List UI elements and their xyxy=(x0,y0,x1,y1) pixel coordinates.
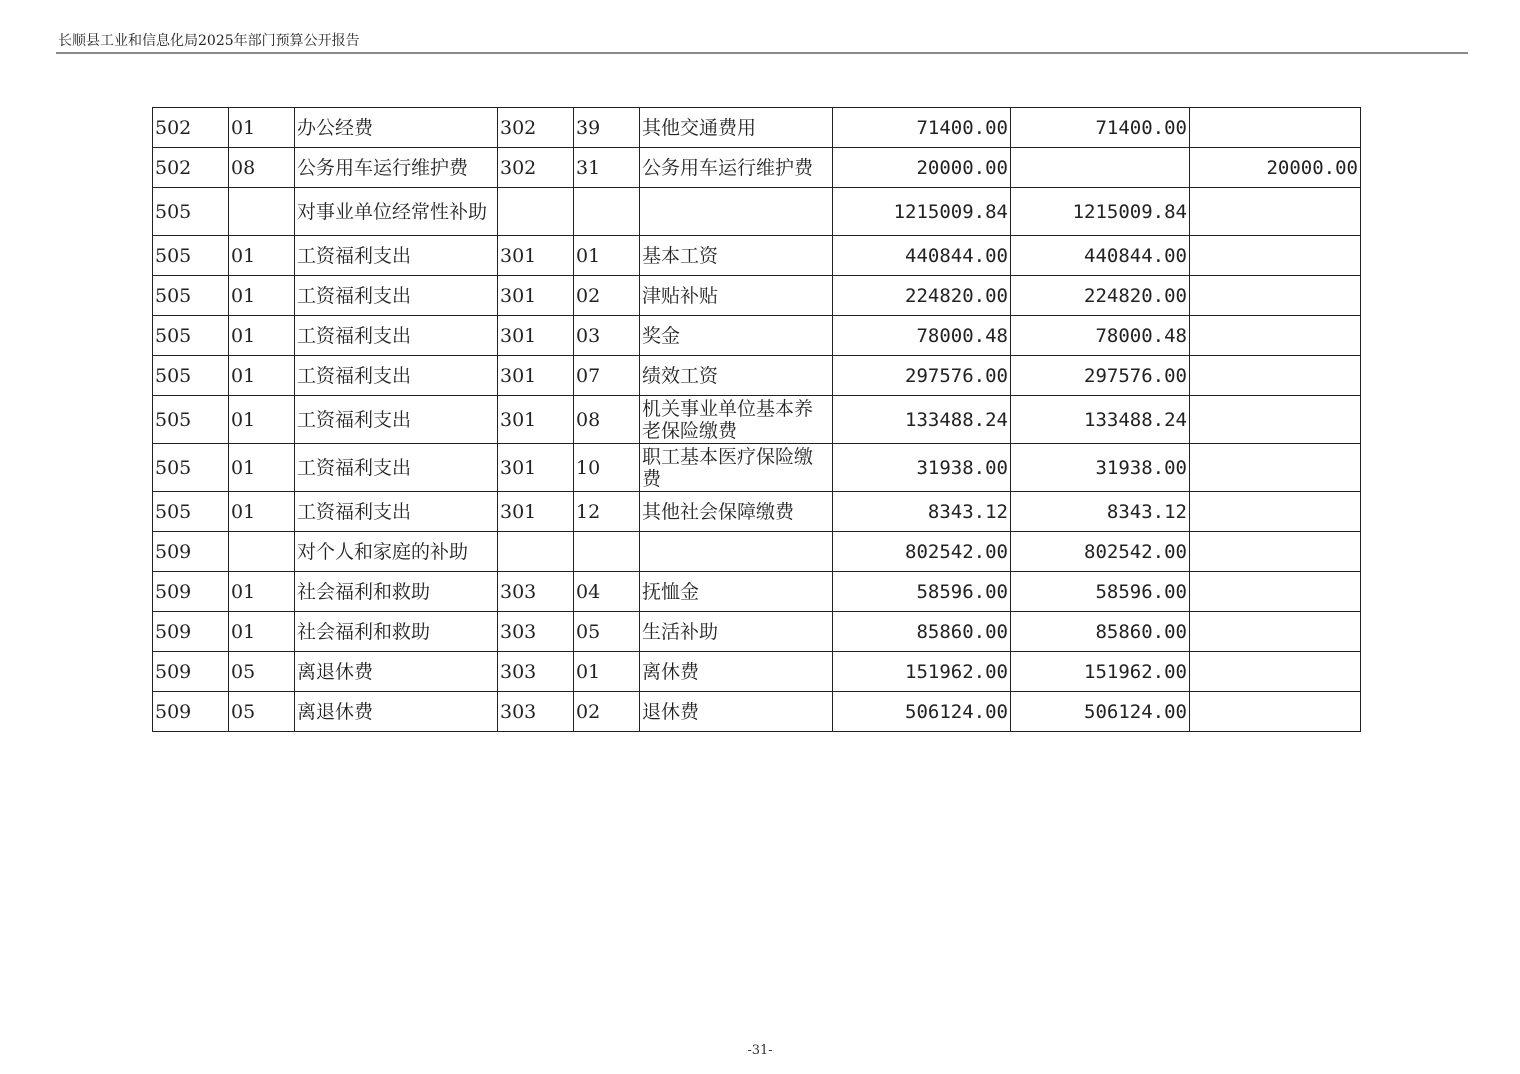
basic-expense-cell: 133488.24 xyxy=(1011,396,1190,444)
basic-expense-cell: 31938.00 xyxy=(1011,444,1190,492)
report-header-title: 长顺县工业和信息化局2025年部门预算公开报告 xyxy=(58,33,360,49)
basic-expense-cell: 506124.00 xyxy=(1011,692,1190,732)
econ-name-cell: 公务用车运行维护费 xyxy=(640,148,833,188)
total-amount-cell: 8343.12 xyxy=(833,492,1011,532)
basic-expense-cell: 8343.12 xyxy=(1011,492,1190,532)
econ-item-cell: 04 xyxy=(574,572,640,612)
function-item-cell: 01 xyxy=(229,612,295,652)
econ-class-cell: 301 xyxy=(498,316,574,356)
function-name-cell: 工资福利支出 xyxy=(295,356,498,396)
econ-class-cell: 301 xyxy=(498,276,574,316)
table-row xyxy=(153,236,1361,276)
econ-item-cell: 01 xyxy=(574,652,640,692)
budget-table-body xyxy=(153,108,1361,732)
function-item-cell: 08 xyxy=(229,148,295,188)
basic-expense-cell: 802542.00 xyxy=(1011,532,1190,572)
basic-expense-cell: 85860.00 xyxy=(1011,612,1190,652)
project-expense-cell xyxy=(1190,692,1361,732)
table-row xyxy=(153,108,1361,148)
econ-name-cell: 退休费 xyxy=(640,692,833,732)
econ-item-cell: 07 xyxy=(574,356,640,396)
total-amount-cell: 58596.00 xyxy=(833,572,1011,612)
function-name-cell: 社会福利和救助 xyxy=(295,572,498,612)
project-expense-cell xyxy=(1190,276,1361,316)
function-name-cell: 社会福利和救助 xyxy=(295,612,498,652)
total-amount-cell: 224820.00 xyxy=(833,276,1011,316)
total-amount-cell: 1215009.84 xyxy=(833,188,1011,236)
project-expense-cell xyxy=(1190,492,1361,532)
function-name-cell: 公务用车运行维护费 xyxy=(295,148,498,188)
function-class-cell: 505 xyxy=(153,396,229,444)
function-item-cell: 01 xyxy=(229,276,295,316)
page-number: -31- xyxy=(747,1043,773,1058)
total-amount-cell: 440844.00 xyxy=(833,236,1011,276)
function-item-cell xyxy=(229,188,295,236)
function-name-cell: 工资福利支出 xyxy=(295,444,498,492)
basic-expense-cell: 440844.00 xyxy=(1011,236,1190,276)
project-expense-cell xyxy=(1190,532,1361,572)
function-class-cell: 505 xyxy=(153,492,229,532)
function-class-cell: 505 xyxy=(153,356,229,396)
function-name-cell: 离退休费 xyxy=(295,692,498,732)
total-amount-cell: 20000.00 xyxy=(833,148,1011,188)
econ-item-cell: 02 xyxy=(574,692,640,732)
econ-class-cell: 303 xyxy=(498,572,574,612)
function-item-cell: 01 xyxy=(229,108,295,148)
function-item-cell: 01 xyxy=(229,396,295,444)
table-row xyxy=(153,444,1361,492)
function-name-cell: 工资福利支出 xyxy=(295,236,498,276)
table-row xyxy=(153,612,1361,652)
basic-expense-cell: 151962.00 xyxy=(1011,652,1190,692)
econ-class-cell: 301 xyxy=(498,356,574,396)
project-expense-cell xyxy=(1190,652,1361,692)
function-class-cell: 502 xyxy=(153,148,229,188)
function-name-cell: 离退休费 xyxy=(295,652,498,692)
total-amount-cell: 506124.00 xyxy=(833,692,1011,732)
econ-name-cell: 抚恤金 xyxy=(640,572,833,612)
table-row xyxy=(153,652,1361,692)
table-row xyxy=(153,276,1361,316)
total-amount-cell: 297576.00 xyxy=(833,356,1011,396)
econ-name-cell: 生活补助 xyxy=(640,612,833,652)
function-name-cell: 对个人和家庭的补助 xyxy=(295,532,498,572)
econ-item-cell: 02 xyxy=(574,276,640,316)
total-amount-cell: 71400.00 xyxy=(833,108,1011,148)
function-class-cell: 505 xyxy=(153,236,229,276)
function-class-cell: 509 xyxy=(153,652,229,692)
table-row xyxy=(153,316,1361,356)
project-expense-cell xyxy=(1190,612,1361,652)
function-item-cell: 01 xyxy=(229,316,295,356)
project-expense-cell xyxy=(1190,444,1361,492)
table-row xyxy=(153,188,1361,236)
econ-name-cell: 机关事业单位基本养老保险缴费 xyxy=(640,396,833,444)
function-item-cell: 01 xyxy=(229,236,295,276)
function-item-cell: 01 xyxy=(229,572,295,612)
function-class-cell: 502 xyxy=(153,108,229,148)
econ-name-cell: 离休费 xyxy=(640,652,833,692)
econ-name-cell: 其他交通费用 xyxy=(640,108,833,148)
econ-item-cell: 12 xyxy=(574,492,640,532)
total-amount-cell: 802542.00 xyxy=(833,532,1011,572)
basic-expense-cell: 297576.00 xyxy=(1011,356,1190,396)
basic-expense-cell: 224820.00 xyxy=(1011,276,1190,316)
econ-name-cell: 奖金 xyxy=(640,316,833,356)
function-item-cell xyxy=(229,532,295,572)
econ-item-cell: 08 xyxy=(574,396,640,444)
econ-item-cell xyxy=(574,188,640,236)
econ-item-cell: 39 xyxy=(574,108,640,148)
total-amount-cell: 78000.48 xyxy=(833,316,1011,356)
budget-table xyxy=(152,107,1361,732)
project-expense-cell xyxy=(1190,356,1361,396)
function-item-cell: 01 xyxy=(229,444,295,492)
econ-class-cell: 301 xyxy=(498,396,574,444)
table-row xyxy=(153,692,1361,732)
basic-expense-cell: 58596.00 xyxy=(1011,572,1190,612)
econ-name-cell xyxy=(640,532,833,572)
function-name-cell: 办公经费 xyxy=(295,108,498,148)
econ-item-cell: 01 xyxy=(574,236,640,276)
table-row xyxy=(153,356,1361,396)
econ-item-cell xyxy=(574,532,640,572)
project-expense-cell xyxy=(1190,316,1361,356)
function-item-cell: 01 xyxy=(229,492,295,532)
econ-item-cell: 31 xyxy=(574,148,640,188)
econ-name-cell: 其他社会保障缴费 xyxy=(640,492,833,532)
econ-name-cell: 绩效工资 xyxy=(640,356,833,396)
function-class-cell: 509 xyxy=(153,572,229,612)
econ-name-cell: 津贴补贴 xyxy=(640,276,833,316)
header-divider xyxy=(56,52,1468,54)
function-item-cell: 01 xyxy=(229,356,295,396)
basic-expense-cell: 78000.48 xyxy=(1011,316,1190,356)
econ-class-cell: 301 xyxy=(498,444,574,492)
econ-item-cell: 10 xyxy=(574,444,640,492)
basic-expense-cell xyxy=(1011,148,1190,188)
econ-class-cell xyxy=(498,188,574,236)
econ-class-cell: 301 xyxy=(498,236,574,276)
function-name-cell: 工资福利支出 xyxy=(295,492,498,532)
econ-name-cell xyxy=(640,188,833,236)
function-class-cell: 505 xyxy=(153,316,229,356)
total-amount-cell: 151962.00 xyxy=(833,652,1011,692)
econ-class-cell: 303 xyxy=(498,692,574,732)
project-expense-cell xyxy=(1190,108,1361,148)
total-amount-cell: 31938.00 xyxy=(833,444,1011,492)
econ-name-cell: 基本工资 xyxy=(640,236,833,276)
table-row xyxy=(153,148,1361,188)
econ-class-cell: 303 xyxy=(498,652,574,692)
function-name-cell: 工资福利支出 xyxy=(295,396,498,444)
project-expense-cell xyxy=(1190,396,1361,444)
project-expense-cell xyxy=(1190,188,1361,236)
function-class-cell: 509 xyxy=(153,692,229,732)
project-expense-cell xyxy=(1190,572,1361,612)
function-class-cell: 505 xyxy=(153,444,229,492)
function-class-cell: 509 xyxy=(153,532,229,572)
econ-class-cell: 302 xyxy=(498,108,574,148)
function-class-cell: 505 xyxy=(153,276,229,316)
basic-expense-cell: 1215009.84 xyxy=(1011,188,1190,236)
function-name-cell: 对事业单位经常性补助 xyxy=(295,188,498,236)
table-row xyxy=(153,396,1361,444)
econ-class-cell: 301 xyxy=(498,492,574,532)
table-row xyxy=(153,492,1361,532)
econ-class-cell: 303 xyxy=(498,612,574,652)
econ-item-cell: 03 xyxy=(574,316,640,356)
basic-expense-cell: 71400.00 xyxy=(1011,108,1190,148)
econ-item-cell: 05 xyxy=(574,612,640,652)
function-class-cell: 505 xyxy=(153,188,229,236)
function-class-cell: 509 xyxy=(153,612,229,652)
table-row xyxy=(153,532,1361,572)
function-name-cell: 工资福利支出 xyxy=(295,276,498,316)
function-item-cell: 05 xyxy=(229,692,295,732)
function-name-cell: 工资福利支出 xyxy=(295,316,498,356)
econ-class-cell xyxy=(498,532,574,572)
table-row xyxy=(153,572,1361,612)
project-expense-cell xyxy=(1190,236,1361,276)
project-expense-cell: 20000.00 xyxy=(1190,148,1361,188)
econ-class-cell: 302 xyxy=(498,148,574,188)
total-amount-cell: 133488.24 xyxy=(833,396,1011,444)
econ-name-cell: 职工基本医疗保险缴费 xyxy=(640,444,833,492)
total-amount-cell: 85860.00 xyxy=(833,612,1011,652)
function-item-cell: 05 xyxy=(229,652,295,692)
